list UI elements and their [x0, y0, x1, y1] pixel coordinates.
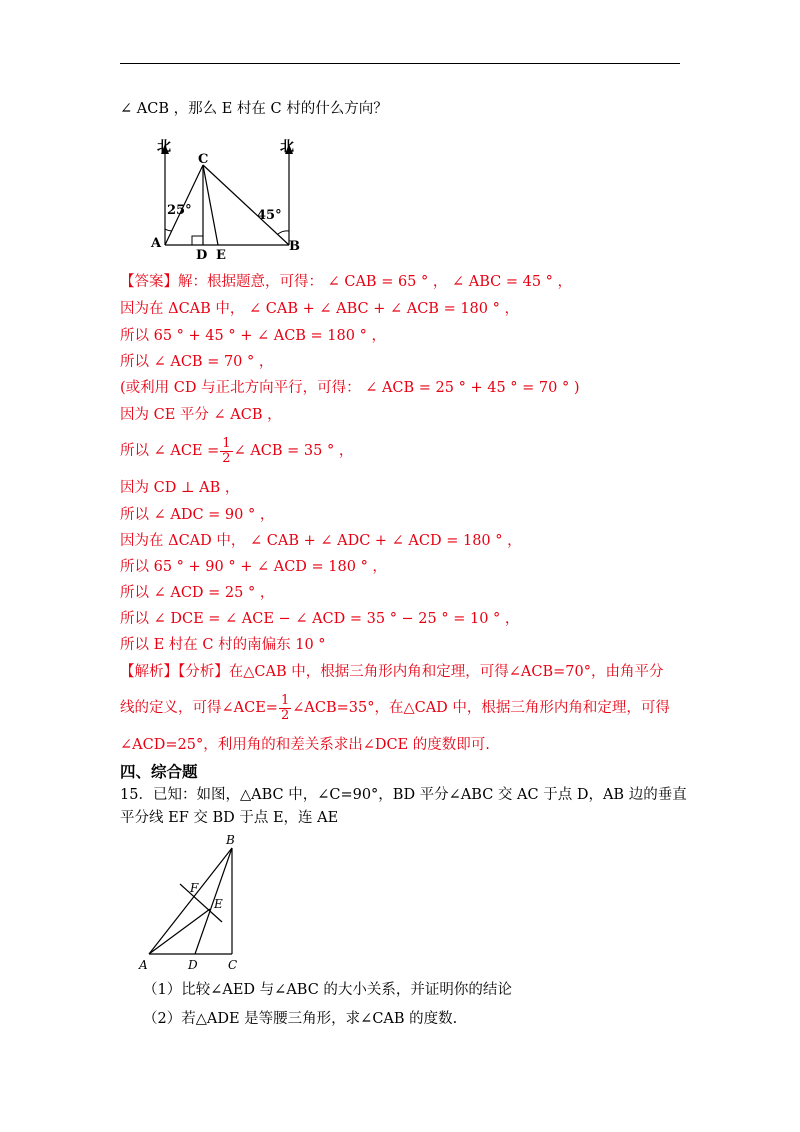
fig2-point-d: D: [188, 958, 198, 972]
frac-line-prefix: 所以 ∠ ACE =: [120, 443, 220, 459]
village-direction-figure: [145, 130, 320, 260]
answer-line-1: 【答案】解：根据题意，可得： ∠ CAB = 65 ° ， ∠ ABC = 45 ° ，: [120, 274, 573, 290]
section-heading: 四、综合题: [120, 762, 198, 781]
analysis-line-1: 【解析】【分析】在△CAB 中，根据三角形内角和定理，可得∠ACB=70°，由角平分: [120, 664, 664, 680]
north-label-left: 北: [157, 139, 171, 155]
answer2-line-4: 所以 65 ° + 90 ° + ∠ ACD = 180 ° ，: [120, 559, 387, 575]
point-b-label: B: [289, 239, 300, 254]
header-rule: [120, 63, 680, 64]
answer-line-3: 所以 65 ° + 45 ° + ∠ ACB = 180 ° ，: [120, 328, 386, 344]
fig2-point-b: B: [226, 833, 235, 847]
point-c-label: C: [198, 152, 209, 167]
north-label-right: 北: [280, 139, 294, 155]
frac-line-suffix: ∠ ACB = 35 ° ，: [233, 443, 354, 459]
angle-25-label: 25°: [167, 203, 192, 218]
answer-line-6: 因为 CE 平分 ∠ ACB ，: [120, 407, 282, 423]
answer2-line-1: 因为 CD ⊥ AB ，: [120, 480, 240, 496]
angle-45-label: 45°: [257, 208, 282, 223]
triangle-bisector-figure: [135, 830, 250, 975]
point-a-label: A: [151, 236, 162, 251]
answer-line-2: 因为在 ΔCAB 中， ∠ CAB + ∠ ABC + ∠ ACB = 180 ° ，: [120, 301, 519, 317]
q15-line-1: 15．已知：如图，△ABC 中，∠C=90°，BD 平分∠ABC 交 AC 于点 D，AB 边的垂直: [120, 787, 687, 803]
fig2-point-e: E: [214, 897, 223, 911]
point-e-label: E: [216, 248, 226, 260]
q15-sub-2: （2）若△ADE 是等腰三角形，求∠CAB 的度数.: [143, 1011, 458, 1027]
analysis-fraction-half: $\frac{1}{2}$: [280, 692, 290, 723]
answer-line-5: (或利用 CD 与正北方向平行，可得： ∠ ACB = 25 ° + 45 ° = 70 ° ): [120, 380, 580, 396]
fig2-point-a: A: [139, 958, 148, 972]
analysis-line-2: 线的定义，可得∠ACE= $\frac{1}{2}$ ∠ACB=35°，在△CAD 中，根据三角形内角和定理，可得: [120, 692, 670, 723]
answer2-line-2: 所以 ∠ ADC = 90 ° ，: [120, 507, 275, 523]
fig2-point-c: C: [228, 958, 238, 972]
point-d-label: D: [196, 248, 208, 260]
answer-frac-line: [120, 436, 353, 466]
question-tail: ∠ ACB ，那么 E 村在 C 村的什么方向？: [120, 101, 388, 117]
analysis-line-3: ∠ACD=25°，利用角的和差关系求出∠DCE 的度数即可.: [120, 737, 490, 753]
q15-sub-1: （1）比较∠AED 与∠ABC 的大小关系，并证明你的结论: [143, 982, 512, 998]
answer2-line-6: 所以 ∠ DCE = ∠ ACE − ∠ ACD = 35 ° − 25 ° = 10 ° ，: [120, 611, 520, 627]
answer2-line-7: 所以 E 村在 C 村的南偏东 10 °: [120, 637, 326, 653]
fraction-half: $\frac{1}{2}$: [222, 435, 231, 466]
q15-line-2: 平分线 EF 交 BD 于点 E，连 AE: [120, 810, 339, 826]
answer2-line-5: 所以 ∠ ACD = 25 ° ，: [120, 585, 275, 601]
answer-line-4: 所以 ∠ ACB = 70 ° ，: [120, 354, 274, 370]
answer2-line-3: 因为在 ΔCAD 中， ∠ CAB + ∠ ADC + ∠ ACD = 180 ° ，: [120, 533, 522, 549]
fig2-point-f: F: [190, 881, 199, 895]
